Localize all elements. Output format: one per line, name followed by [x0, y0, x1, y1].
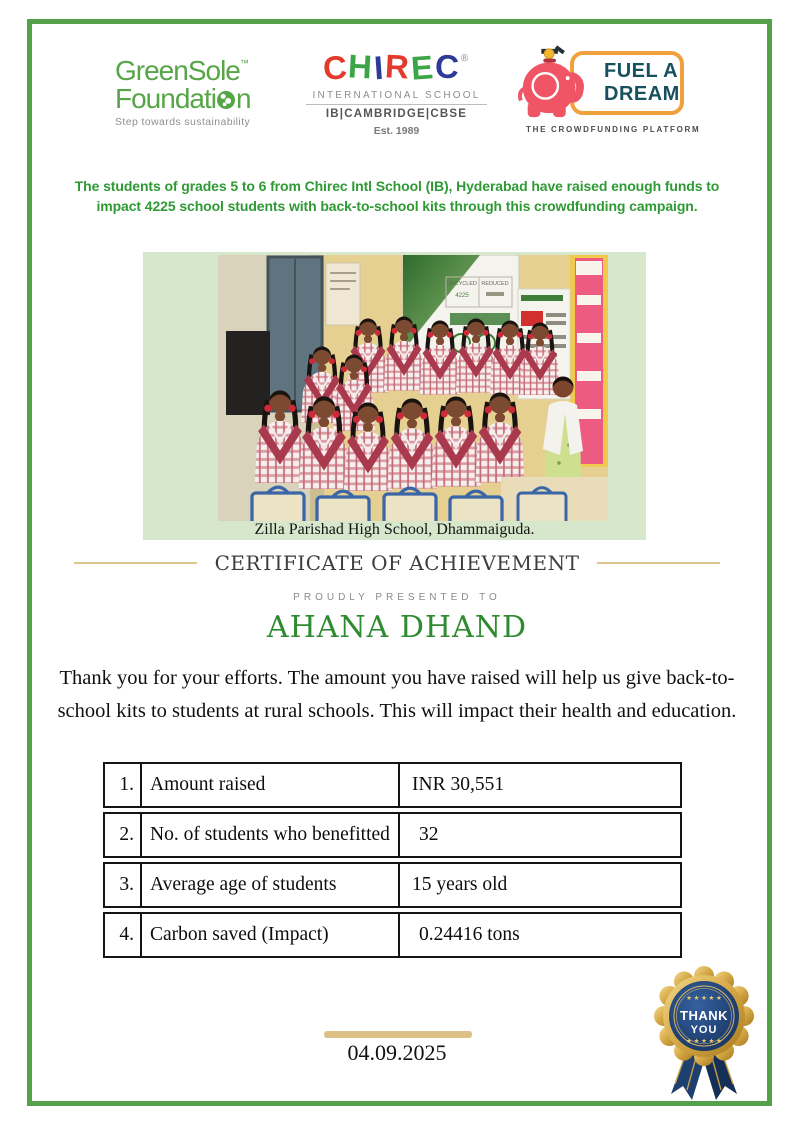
impact-stats-table	[103, 762, 682, 962]
thank-you-message-line1: Thank you for your efforts. The amount you have raised will help us give back-to-	[59, 667, 735, 689]
foundation-text-a: Foundati	[115, 83, 216, 114]
campaign-summary	[40, 176, 754, 216]
thank-you-message-line2: school kits to students at rural schools. This will impact their health and education.	[57, 700, 737, 722]
campaign-summary-line2: impact 4225 school students with back-to-school kits through this crowdfunding campaign.	[96, 198, 698, 214]
row-label: Amount raised	[142, 764, 400, 806]
chirec-logo	[304, 45, 489, 137]
row-number: 2.	[105, 814, 142, 856]
banner-reduced-label: REDUCED	[481, 281, 509, 287]
fueladream-line2: DREAM	[604, 83, 680, 105]
fueladream-logo	[518, 45, 701, 145]
row-value: INR 30,551	[412, 774, 505, 795]
school-group-photo	[218, 255, 608, 521]
thank-you-message	[37, 662, 757, 728]
thank-you-badge	[645, 966, 763, 1104]
chirec-letter: C	[321, 48, 350, 87]
chirec-name	[304, 47, 489, 87]
table-row	[103, 812, 682, 858]
globe-icon	[217, 91, 235, 109]
greensole-name-text: GreenSole	[115, 55, 240, 86]
chirec-letter: R	[384, 47, 413, 86]
banner-upcycled-label: UPCYCLED	[447, 281, 477, 287]
row-number: 1.	[105, 764, 142, 806]
table-row	[103, 862, 682, 908]
foundation-text-b: n	[235, 83, 251, 114]
trademark-symbol: ™	[239, 58, 249, 68]
recipient-name: AHANA DHAND	[266, 610, 528, 645]
certificate-heading	[0, 551, 794, 575]
gold-line-left	[74, 562, 197, 564]
chirec-letter: C	[434, 47, 463, 86]
registered-symbol: ®	[460, 52, 471, 65]
greensole-name	[115, 57, 275, 85]
greensole-tagline: Step towards sustainability	[115, 116, 251, 128]
school-photo-block	[143, 252, 646, 540]
gold-line-right	[597, 562, 720, 564]
row-label: Average age of students	[142, 864, 400, 906]
greensole-foundation	[115, 85, 275, 113]
chirec-divider	[306, 104, 487, 105]
row-number: 3.	[105, 864, 142, 906]
certificate-title: CERTIFICATE OF ACHIEVEMENT	[214, 551, 580, 575]
badge-thank: THANK	[680, 1008, 728, 1023]
fueladream-line1: FUEL A	[604, 60, 678, 82]
photo-caption: Zilla Parishad High School, Dhammaiguda.	[254, 521, 535, 538]
issue-date: 04.09.2025	[347, 1040, 447, 1065]
chirec-subtitle: INTERNATIONAL SCHOOL	[312, 90, 481, 101]
chirec-letter: H	[347, 47, 376, 86]
row-value: 32	[419, 824, 439, 845]
badge-you: YOU	[690, 1024, 718, 1036]
row-value: 0.24416 tons	[419, 924, 520, 945]
date-underline-bar	[324, 1031, 472, 1038]
chirec-letter: I	[372, 48, 387, 87]
badge-stars-bottom: ★ ★ ★ ★ ★	[686, 1038, 722, 1045]
row-label: Carbon saved (Impact)	[142, 914, 400, 956]
fueladream-tagline: THE CROWDFUNDING PLATFORM	[526, 125, 701, 134]
presented-to-label: PROUDLY PRESENTED TO	[293, 592, 501, 603]
row-label: No. of students who benefitted	[142, 814, 400, 856]
fueladream-name	[604, 60, 684, 106]
row-value: 15 years old	[412, 874, 508, 895]
chirec-established: Est. 1989	[373, 125, 420, 137]
banner-upcycled-value: 4225	[455, 293, 469, 299]
badge-stars-top: ★ ★ ★ ★ ★	[686, 995, 722, 1002]
table-row	[103, 762, 682, 808]
chirec-letter: E	[409, 48, 437, 87]
logo-row	[115, 45, 701, 147]
chirec-boards: IB|CAMBRIDGE|CBSE	[325, 108, 468, 120]
greensole-logo	[115, 45, 275, 128]
row-number: 4.	[105, 914, 142, 956]
campaign-summary-line1: The students of grades 5 to 6 from Chirec Intl School (IB), Hyderabad have raised enough funds to	[74, 178, 720, 194]
table-row	[103, 912, 682, 958]
elephant-piggybank-icon	[516, 41, 594, 121]
